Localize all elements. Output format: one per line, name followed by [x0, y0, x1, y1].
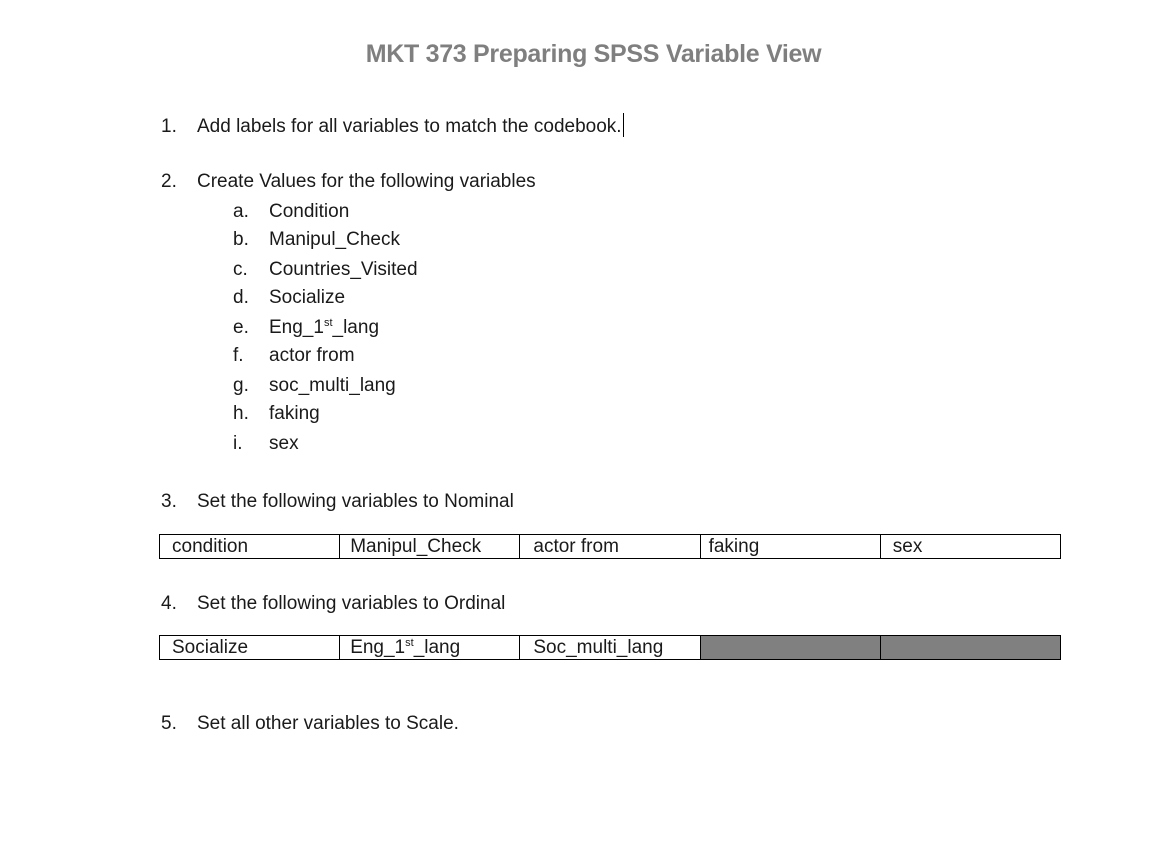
sub-item-text: faking	[269, 403, 320, 424]
sub-item-i	[233, 433, 299, 455]
document-title: MKT 373 Preparing SPSS Variable View	[365, 40, 822, 68]
item-number: 2.	[161, 171, 177, 192]
sub-item-text: sex	[269, 433, 299, 454]
sub-item-d	[233, 287, 345, 309]
sub-item-letter: h.	[233, 403, 249, 424]
item-text: Add labels for all variables to match the codebook.	[197, 116, 622, 137]
item-text: Set the following variables to Nominal	[197, 491, 514, 512]
sub-item-letter: i.	[233, 433, 243, 454]
table-cell: Soc_multi_lang	[520, 636, 700, 660]
sub-item-text: actor from	[269, 345, 355, 366]
table-cell: Manipul_Check	[340, 535, 520, 559]
sub-item-text: Condition	[269, 201, 350, 222]
item-number: 5.	[161, 713, 177, 734]
table-cell: sex	[880, 535, 1060, 559]
item-number: 1.	[161, 116, 177, 137]
table-cell: actor from	[520, 535, 700, 559]
text-cursor	[623, 113, 624, 137]
table-cell: Socialize	[160, 636, 340, 660]
sub-item-superscript: st	[323, 317, 333, 329]
table-cell: condition	[160, 535, 340, 559]
sub-item-letter: e.	[233, 317, 249, 338]
table-cell-empty	[700, 636, 880, 660]
item-text: Create Values for the following variables	[197, 171, 536, 192]
sub-item-text: soc_multi_lang	[269, 375, 396, 396]
cell-superscript: st	[405, 637, 414, 649]
cell-text-before: Eng_1	[350, 637, 406, 658]
sub-item-letter: a.	[233, 201, 249, 222]
item-number: 4.	[161, 593, 177, 614]
sub-item-letter: g.	[233, 375, 249, 396]
table-cell-empty	[880, 636, 1060, 660]
sub-item-f	[233, 345, 355, 367]
item-number: 3.	[161, 491, 177, 512]
sub-item-text-after: _lang	[332, 317, 380, 338]
table-row	[160, 636, 1061, 660]
ordinal-variables-table	[159, 635, 1061, 660]
sub-item-g	[233, 375, 396, 397]
sub-item-c	[233, 259, 418, 281]
sub-item-text: Countries_Visited	[269, 259, 418, 280]
sub-item-letter: d.	[233, 287, 249, 308]
instruction-5	[161, 713, 459, 735]
item-text: Set all other variables to Scale.	[197, 713, 459, 734]
table-cell: faking	[700, 535, 880, 559]
cell-text-after: _lang	[413, 637, 461, 658]
instruction-1	[161, 113, 624, 138]
item-text: Set the following variables to Ordinal	[197, 593, 506, 614]
sub-item-e	[233, 317, 379, 339]
instruction-2	[161, 171, 536, 193]
table-cell	[340, 636, 520, 660]
sub-item-letter: b.	[233, 229, 249, 250]
instruction-3	[161, 491, 514, 513]
sub-item-h	[233, 403, 320, 425]
sub-item-b	[233, 229, 400, 251]
sub-item-text: Socialize	[269, 287, 346, 308]
sub-item-text: Manipul_Check	[269, 229, 400, 250]
sub-item-a	[233, 201, 349, 223]
sub-item-letter: f.	[233, 345, 244, 366]
sub-item-text-before: Eng_1	[269, 317, 324, 338]
instruction-4	[161, 593, 505, 615]
nominal-variables-table	[159, 534, 1061, 559]
sub-item-letter: c.	[233, 259, 248, 280]
table-row	[160, 535, 1061, 559]
